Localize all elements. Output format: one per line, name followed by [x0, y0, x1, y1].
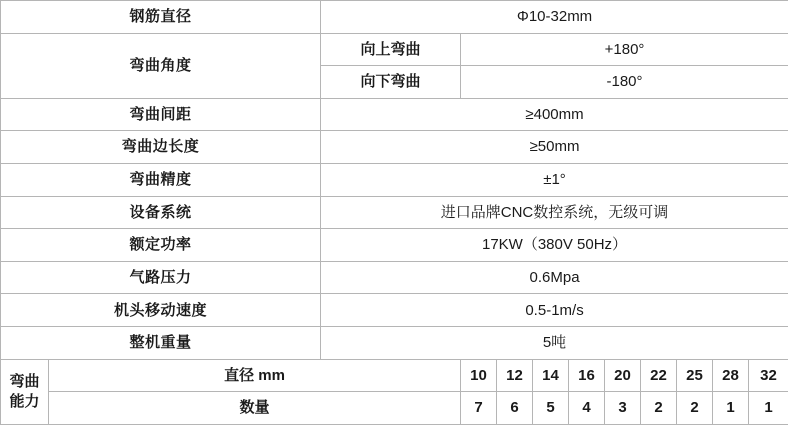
- row-sublabel: 向上弯曲: [321, 33, 461, 66]
- capacity-quantity-cell: 4: [569, 392, 605, 425]
- row-value: 17KW（380V 50Hz）: [321, 229, 788, 262]
- capacity-quantity-cell: 6: [497, 392, 533, 425]
- capacity-diameter-cell: 16: [569, 359, 605, 392]
- table-row: [1, 327, 788, 360]
- capacity-quantity-cell: 1: [749, 392, 788, 425]
- row-label: 整机重量: [1, 327, 321, 360]
- row-label: 弯曲边长度: [1, 131, 321, 164]
- capacity-quantity-cell: 2: [641, 392, 677, 425]
- row-value: 0.6Mpa: [321, 261, 788, 294]
- row-value: 进口品牌CNC数控系统，无级可调: [321, 196, 788, 229]
- row-label: 额定功率: [1, 229, 321, 262]
- row-value: ≥400mm: [321, 98, 788, 131]
- table-row: [1, 164, 788, 197]
- table-row: [1, 294, 788, 327]
- table-row: [1, 131, 788, 164]
- row-value: ≥50mm: [321, 131, 788, 164]
- table-row: [1, 261, 788, 294]
- row-label: 弯曲精度: [1, 164, 321, 197]
- capacity-diameter-cell: 25: [677, 359, 713, 392]
- row-value: +180°: [461, 33, 788, 66]
- row-label: 机头移动速度: [1, 294, 321, 327]
- capacity-diameter-cell: 20: [605, 359, 641, 392]
- row-value: 5吨: [321, 327, 788, 360]
- capacity-quantity-cell: 7: [461, 392, 497, 425]
- row-label: 钢筋直径: [1, 1, 321, 34]
- row-label: 弯曲间距: [1, 98, 321, 131]
- capacity-quantity-cell: 5: [533, 392, 569, 425]
- row-value: ±1°: [321, 164, 788, 197]
- table-row: [1, 1, 788, 34]
- capacity-diameter-cell: 32: [749, 359, 788, 392]
- capacity-diameter-cell: 14: [533, 359, 569, 392]
- capacity-quantity-cell: 3: [605, 392, 641, 425]
- capacity-diameter-cell: 12: [497, 359, 533, 392]
- capacity-diameter-row: [1, 359, 788, 392]
- capacity-quantity-label: 数量: [49, 392, 461, 425]
- capacity-diameter-cell: 28: [713, 359, 749, 392]
- capacity-diameter-cell: 10: [461, 359, 497, 392]
- row-value: Φ10-32mm: [321, 1, 788, 34]
- capacity-diameter-cell: 22: [641, 359, 677, 392]
- table-row: [1, 33, 788, 66]
- capacity-quantity-row: [1, 392, 788, 425]
- row-value: 0.5-1m/s: [321, 294, 788, 327]
- capacity-diameter-label: 直径 mm: [49, 359, 461, 392]
- capacity-quantity-cell: 2: [677, 392, 713, 425]
- row-value: -180°: [461, 66, 788, 99]
- row-label: 设备系统: [1, 196, 321, 229]
- row-label: 弯曲角度: [1, 33, 321, 98]
- row-sublabel: 向下弯曲: [321, 66, 461, 99]
- table-row: [1, 98, 788, 131]
- capacity-quantity-cell: 1: [713, 392, 749, 425]
- table-row: [1, 229, 788, 262]
- table-row: [1, 196, 788, 229]
- capacity-label: 弯曲能力: [1, 359, 49, 424]
- row-label: 气路压力: [1, 261, 321, 294]
